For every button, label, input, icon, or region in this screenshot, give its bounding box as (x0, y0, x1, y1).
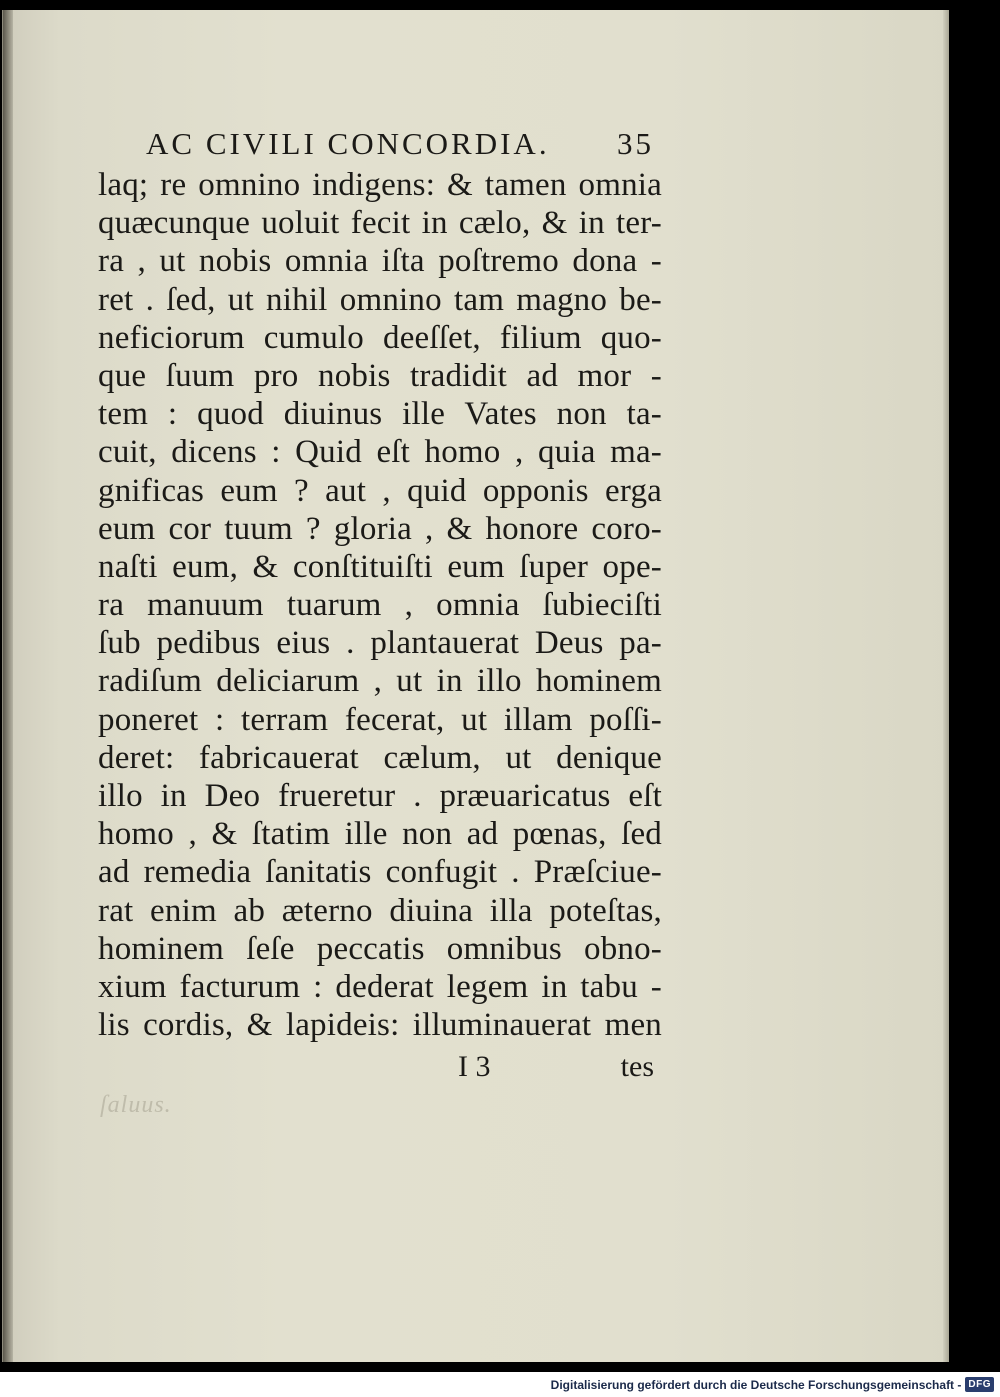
catchword: tes (620, 1050, 654, 1084)
text-line: gnificas eum ? aut , quid opponis erga (98, 472, 662, 509)
text-line: ad remedia ſanitatis confugit . Præſciue- (98, 854, 662, 891)
text-line: illo in Deo frueretur . præuaricatus eſt (98, 778, 662, 814)
text-line: homo , & ſtatim ille non ad pœnas, ſed (98, 816, 662, 853)
text-line: ſub pedibus eius . plantauerat Deus pa- (98, 625, 662, 662)
text-line: tem : quod diuinus ille Vates non ta- (98, 396, 662, 433)
text-line: ra , ut nobis omnia iſta poſtremo dona - (98, 243, 662, 280)
text-block (98, 126, 662, 1084)
text-line: deret: fabricauerat cælum, ut denique (98, 739, 662, 776)
signature-mark: I 3 (458, 1050, 491, 1084)
footer-credit: Digitalisierung gefördert durch die Deutsche Forschungsgemeinschaft - (550, 1377, 962, 1392)
page-fore-edge (943, 10, 949, 1362)
text-line: cuit, dicens : Quid eſt homo , quia ma- (98, 434, 662, 471)
page-number: 35 (617, 126, 654, 161)
text-line: poneret : terram fecerat, ut illam poſſi- (98, 701, 662, 738)
text-line: ra manuum tuarum , omnia ſubieciſti (98, 587, 662, 624)
running-head-title: AC CIVILI CONCORDIA. (146, 126, 550, 161)
signature-line (98, 1050, 662, 1084)
text-line: ret . ſed, ut nihil omnino tam magno be- (98, 281, 662, 318)
text-line: radiſum deliciarum , ut in illo hominem (98, 663, 662, 700)
page-gutter-shadow (3, 10, 13, 1362)
text-line: hominem ſeſe peccatis omnibus obno- (98, 930, 662, 967)
bleed-through-text: ſaluus. (100, 1092, 172, 1118)
dfg-logo: DFG (965, 1377, 994, 1392)
text-line: neficiorum cumulo deeſſet, filium quo- (98, 319, 662, 356)
body-text (98, 166, 662, 1044)
text-line: rat enim ab æterno diuina illa poteſtas, (98, 892, 662, 929)
text-line: que ſuum pro nobis tradidit ad mor - (98, 357, 662, 394)
text-line: eum cor tuum ? gloria , & honore coro- (98, 510, 662, 547)
text-line: laq; re omnino indigens: & tamen omnia (98, 167, 662, 203)
text-line: quæcunque uoluit fecit in cælo, & in ter- (98, 205, 662, 242)
text-line: xium facturum : dederat legem in tabu - (98, 968, 662, 1005)
running-head (98, 126, 662, 166)
text-line: naſti eum, & conſtituiſti eum ſuper ope- (98, 548, 662, 585)
text-line: lis cordis, & lapideis: illuminauerat men (98, 1007, 662, 1044)
digitization-footer (0, 1372, 1000, 1397)
